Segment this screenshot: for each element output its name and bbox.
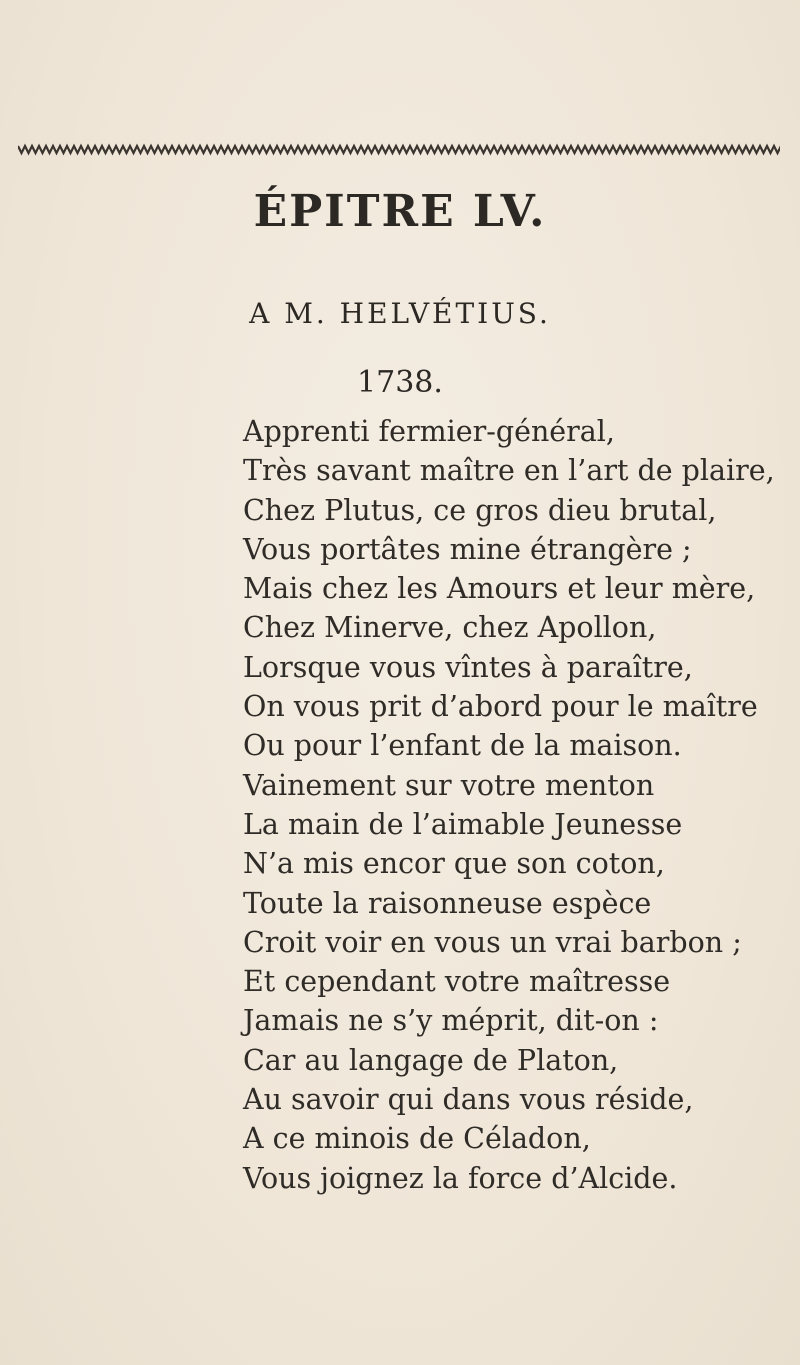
- poem-line: Car au langage de Platon,: [243, 1043, 619, 1077]
- poem-line: Chez Plutus, ce gros dieu brutal,: [243, 493, 717, 527]
- poem-line: Mais chez les Amours et leur mère,: [243, 572, 756, 606]
- poem-line: Chez Minerve, chez Apollon,: [243, 611, 657, 645]
- poem-line: Très savant maître en l’art de plaire,: [243, 454, 775, 488]
- poem-line: Et cependant votre maîtresse: [243, 965, 671, 999]
- poem-line: Vainement sur votre menton: [243, 768, 655, 802]
- poem-line: On vous prit d’abord pour le maître: [243, 690, 758, 724]
- poem-line: N’a mis encor que son coton,: [243, 847, 665, 881]
- poem: [243, 412, 775, 1198]
- decorative-border: [18, 142, 780, 156]
- poem-line: Vous joignez la force d’Alcide.: [243, 1161, 678, 1195]
- poem-line: Jamais ne s’y méprit, dit-on :: [243, 1004, 659, 1038]
- poem-line: Au savoir qui dans vous réside,: [243, 1083, 694, 1117]
- poem-line: Ou pour l’enfant de la maison.: [243, 729, 682, 763]
- poem-line: La main de l’aimable Jeunesse: [243, 807, 683, 841]
- poem-line: Vous portâtes mine étrangère ;: [243, 532, 692, 566]
- dedication: A M. HELVÉTIUS.: [249, 297, 551, 330]
- poem-line: Apprenti fermier-général,: [243, 415, 615, 448]
- poem-line: Croit voir en vous un vrai barbon ;: [243, 925, 742, 959]
- page-title: ÉPITRE LV.: [253, 186, 547, 237]
- poem-line: Lorsque vous vîntes à paraître,: [243, 650, 693, 684]
- poem-line: Toute la raisonneuse espèce: [243, 886, 652, 920]
- poem-line: A ce minois de Céladon,: [243, 1122, 591, 1156]
- year: 1738.: [357, 365, 443, 400]
